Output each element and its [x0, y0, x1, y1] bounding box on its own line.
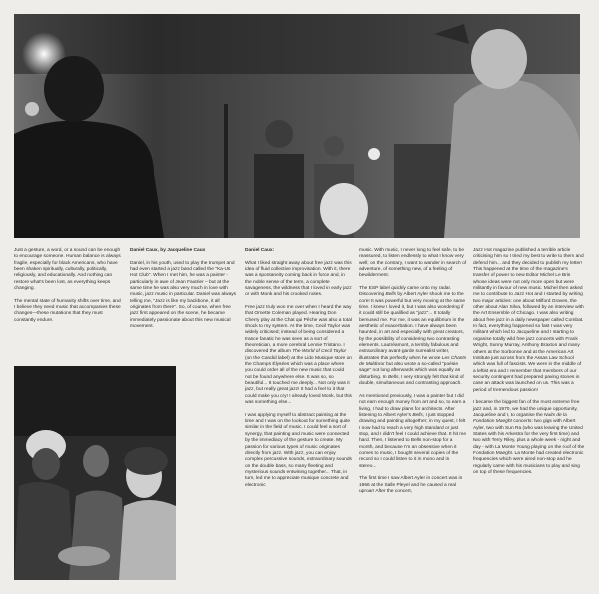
paragraph: [359, 286, 467, 388]
book-title: Les Chants de Maldoror: [359, 355, 467, 368]
text-column-4: [359, 248, 467, 502]
text-run: As mentioned previously, I was a painter but I did not earn enough money from art and so, to earn a living, I had to draw plans for architects. After listening to Albert Ayler's: [359, 393, 466, 418]
album-title: Bells: [412, 412, 423, 418]
text-run: (on the Candid label) at the Lido Musique store on the Champs Élysées which was a place where you could order all of the new music that could not be found anywhere else. It was so, so beautiful... It touched me deeply... Not only was it jazz, but really great jazz! It had a feel to it that could make you cry! I already loved Monk, but this was something else...: [245, 355, 352, 406]
text-run: I became the biggest fan of the most extreme free jazz and, in 1970, we had the unique opportunity, Jacqueline and I, to organise the: [473, 400, 580, 418]
text-run: Free jazz truly won me over when I heard the way that Ornette Coleman played. Hearing Don Cherry play at the Chat qui Pêche was also a total shock to my system. At the time, Cecil Taylor was widely criticised; instead of being considered a trance fanatic he was seen as a sort of theoretician, a more cerebral Lennie Tristano. I discovered the album: [245, 305, 352, 355]
text-run: The ESP label quickly came onto my radar. Discovering: [359, 286, 452, 298]
top-concert-photo: [14, 14, 580, 238]
text-run: , I very strongly felt that kind of double, simultaneous and contrasting approach.: [359, 374, 464, 387]
paragraph: Jazz Hot magazine published a terrible article criticising him so I tried my best to write to them and defend him... and they decided to publish my letter! This happened at the time of the magazine's transfer of power to new Editor Michel Le Bris whose ideas were not only more open but were militantly in favour of new music. Michel then asked me to contribute to Jazz Hot and I started by writing two major articles: one about Milford Graves, the other about Alan Silva, followed by an interview with the Art Ensemble of Chicago. I was also writing about free jazz in a daily newspaper called Combat. In fact, everything happened so fast I was very militant which led to Jacqueline and I starting to organise totally wild free jazz concerts with Frank Wright, Sunny Murray, Anthony Braxton and many others at the Sorbonne and at the American Art Institute just across from the Assas Law School which was full of fascists. We were in the middle of a leftist era and I remember that members of our security contingent had prepared paving stones in case an attack was launched on us. This was a period of tremendous passion!: [473, 248, 584, 393]
paragraph: Just a gesture, a word, or a sound can be enough to encourage someone. Human balance is always fragile, especially for black Americans, who have been shaken spiritually, culturally, politically, religiously, and educationally. And nothing can restore what's been lost, as everything keeps changing.: [14, 248, 121, 292]
paragraph: Daniel, in his youth, used to play the trumpet and had even started a jazz band called the "Ka-Us Hot Club". When I met him, he was a painter - particularly in awe of Jean Fautrier – but at the same time he was also very much in love with music, jazz music in particular. Daniel was always telling me, "Jazz is like my backbone, it all originates from there". So, of course, when free jazz first appeared on the scene, he became immediately passionate about this new musical movement.: [130, 260, 237, 330]
text-column-5: [473, 248, 585, 483]
text-column-2: [130, 248, 238, 337]
paragraph: I was applying myself to abstract painting at the time and I was on the lookout for something quite similar in the field of music. I could feel a sort of synergy, that painting and music were connected by the immediacy of the gesture to create. My passion for various types of music originates directly from jazz. With jazz, you can enjoy complex percussive sounds, extraordinary sounds on the double bass, so many fleeting and mysterious sounds entwining together... That, in turn, led me to appreciate musique concrete and electronic: [245, 412, 352, 488]
event-title: Nuits de la Fondation Maeght: [473, 412, 567, 425]
paragraph: [359, 394, 467, 470]
paragraph: [245, 305, 352, 407]
section-heading: Daniel Caux, by Jacqueline Caux: [130, 248, 206, 253]
paragraph: music. With music, I never long to feel safe, to be reassured, to listen endlessly to what I know very well; on the contrary, I want to wander in search of adventure, of something new, of a feeling of bewilderment.: [359, 248, 467, 279]
paragraph: [473, 400, 585, 476]
text-run: , I just stopped drawing and painting altogether; in my quest, I felt I now had to reach a very high standard or just stop, and I didn't feel I could achieve that. It hit me hard. Then, I listened to Bells non-stop for a month, and because I'm an obsessive when it comes to music, I bought several copies of the record so I could listen to it in mono and in stereo...: [359, 412, 467, 469]
text-column-3: [245, 248, 352, 495]
text-run: by Albert Ayler shook me to the core! It was powerful but very moving at the same time. I knew I loved it, but I was also wondering if it could still be qualified as "jazz"... It totally bemused me. For me, it was an equilibrium in the aesthetic of exacerbation. I have always been haunted, in art and especially with great creators, by the possibility of considering two contrasting elements. Lautréamont, a terribly fabulous and extraordinary avant-garde surrealist writer, illustrates this perfectly when he wrote: [359, 292, 466, 361]
text-column-1: [14, 248, 122, 330]
paragraph: The mental state of humanity shifts over time, and I believe they need music that accompanies these changes—these mutations that they must constantly endure.: [14, 298, 121, 323]
album-title: Bells: [387, 374, 399, 380]
bottom-musicians-photo: [14, 366, 176, 580]
album-title: The World of Cecil Taylor: [292, 349, 347, 355]
album-title: Bells: [385, 292, 396, 298]
paragraph: The first time I saw Albert Ayler in concert was in 1966 at the Salle Pleyel and he caused a real uproar! After the concert,: [359, 476, 463, 494]
section-heading: Daniel Caux:: [245, 248, 275, 253]
text-run: but also wrote a so-called "poésie sage" not long afterwards which was equally as disturbing. In: [359, 362, 461, 380]
paragraph: What I liked straight away about free jazz was this idea of fluid collective improvisation. With it, there was a spontaneity coming back in force and, in the noble sense of the term, a complete savageness, the wildness that I loved in early jazz or with Monk and his crooked notes.: [245, 260, 352, 298]
text-run: concerts: two gigs with Albert Ayler, two with Sun Ra (who was leaving the United States with his Arkestra for the very first time) and two with Terry Riley, plus a whole week - night and day - with La Monte Young playing on the roof of the Fondation Maeght. La Monte had created electronic frequencies which were aired non-stop and he regularly came with his musicians to play and sing on top of these frequencies.: [473, 419, 585, 475]
